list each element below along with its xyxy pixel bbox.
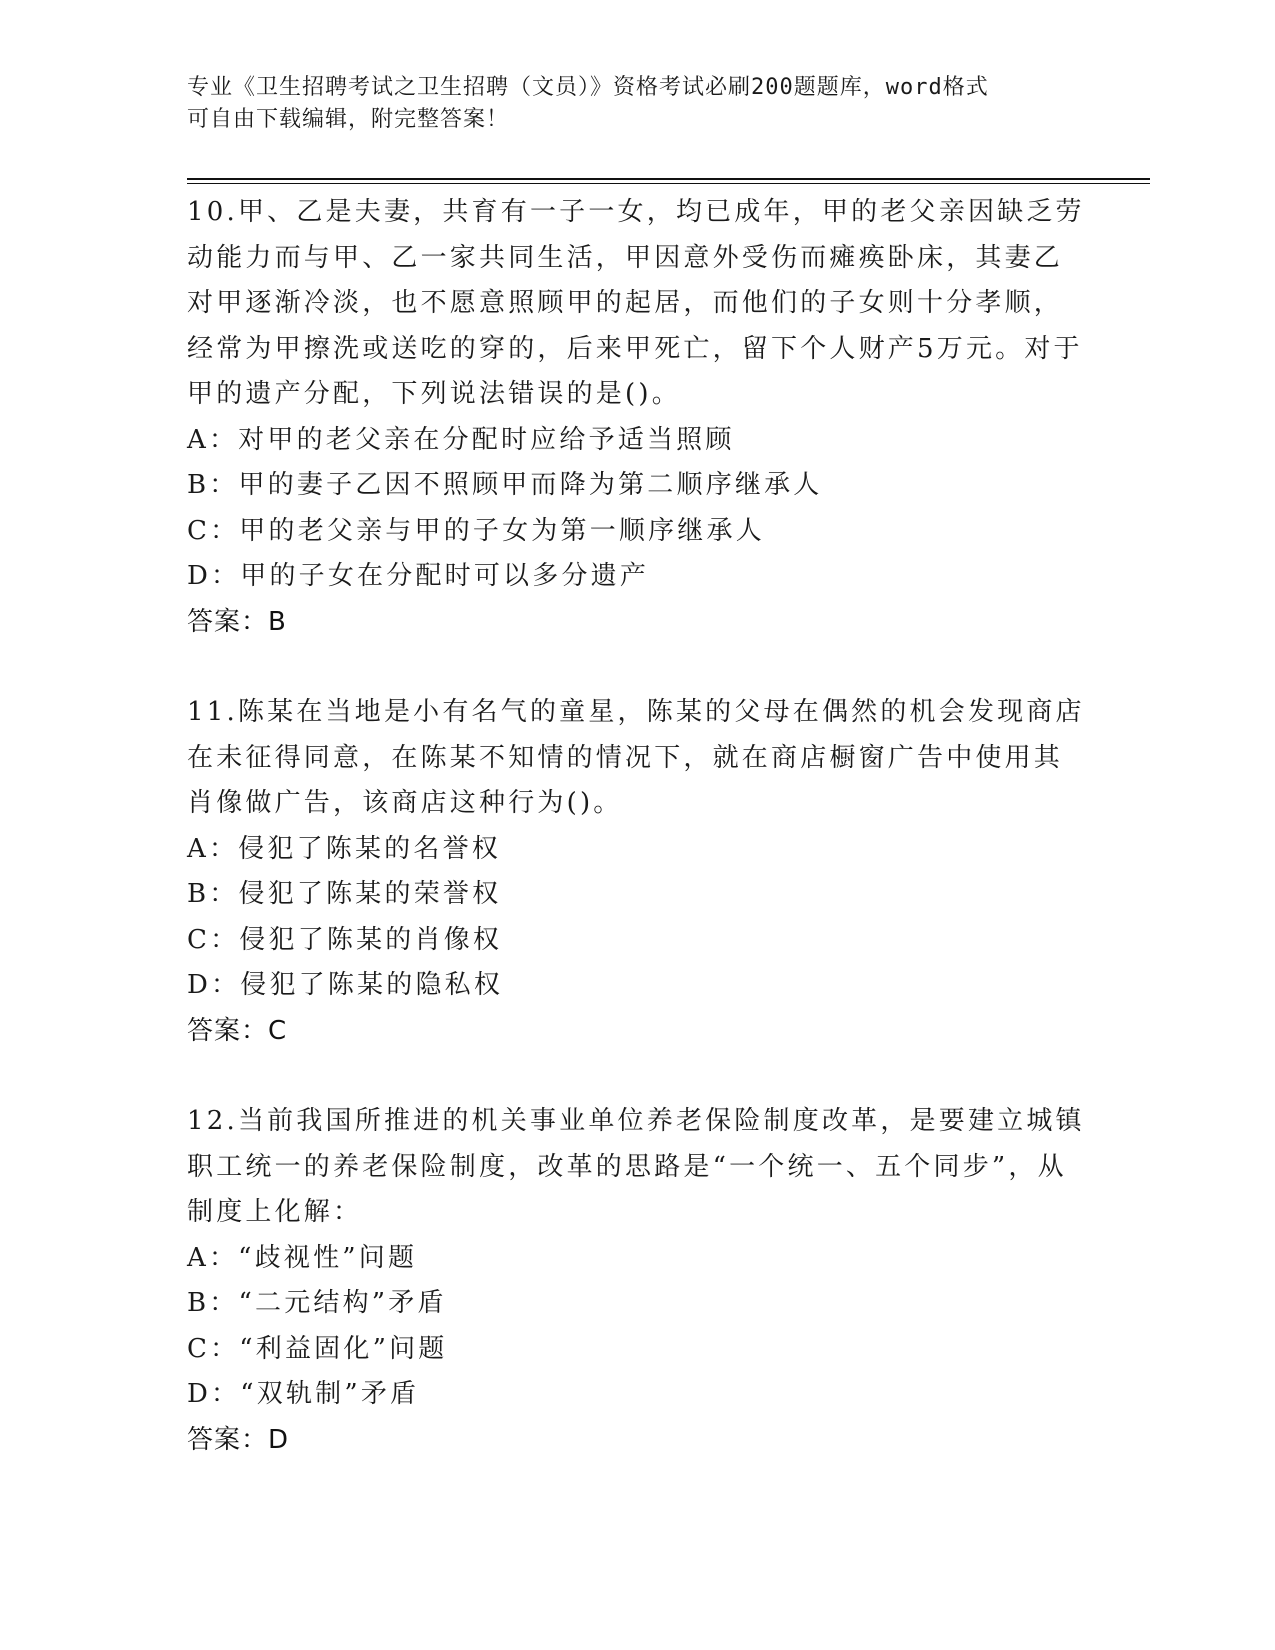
answer: 答案：C [187,1015,288,1046]
option-a: A：“歧视性”问题 [187,1242,418,1273]
answer: 答案：B [187,606,287,637]
question-11 [187,690,1087,1054]
question-12 [187,1099,1087,1463]
option-c: C：侵犯了陈某的肖像权 [187,924,503,955]
option-b: B：甲的妻子乙因不照顾甲而降为第二顺序继承人 [187,470,823,500]
document-header [187,72,1067,136]
question-text: 11.陈某在当地是小有名气的童星，陈某的父母在偶然的机会发现商店在未征得同意，在陈某不知情的情况下，就在商店橱窗广告中使用其肖像做广告，该商店这种行为()。 [187,697,1085,818]
question-text: 10.甲、乙是夫妻，共育有一子一女，均已成年，甲的老父亲因缺乏劳动能力而与甲、乙一家共同生活，甲因意外受伤而瘫痪卧床，其妻乙对甲逐渐冷淡，也不愿意照顾甲的起居，而他们的子女则十分孝顺，经常为甲擦洗或送吃的穿的，后来甲死亡，留下个人财产5万元。对于甲的遗产分配，下列说法错误的是()。 [187,197,1085,409]
option-b: B：侵犯了陈某的荣誉权 [187,879,502,909]
option-a: A：对甲的老父亲在分配时应给予适当照顾 [187,424,735,455]
option-b: B：“二元结构”矛盾 [187,1288,447,1318]
spacer [187,1054,1087,1099]
header-line-2: 可自由下载编辑，附完整答案！ [187,107,510,132]
option-c: C：甲的老父亲与甲的子女为第一顺序继承人 [187,515,765,546]
header-divider-thick [187,178,1150,180]
header-line-1: 专业《卫生招聘考试之卫生招聘（文员）》资格考试必刷200题题库，word格式 [187,75,989,100]
option-a: A：侵犯了陈某的名誉权 [187,833,501,864]
option-d: D：“双轨制”矛盾 [187,1379,420,1409]
question-text: 12.当前我国所推进的机关事业单位养老保险制度改革，是要建立城镇职工统一的养老保险制度，改革的思路是“一个统一、五个同步”，从制度上化解： [187,1106,1085,1227]
question-10 [187,190,1087,645]
question-list [187,190,1087,1463]
spacer [187,645,1087,690]
option-d: D：侵犯了陈某的隐私权 [187,970,504,1000]
header-divider-thin [187,183,1150,184]
option-c: C：“利益固化”问题 [187,1333,448,1364]
answer: 答案：D [187,1424,290,1455]
option-d: D：甲的子女在分配时可以多分遗产 [187,561,650,591]
